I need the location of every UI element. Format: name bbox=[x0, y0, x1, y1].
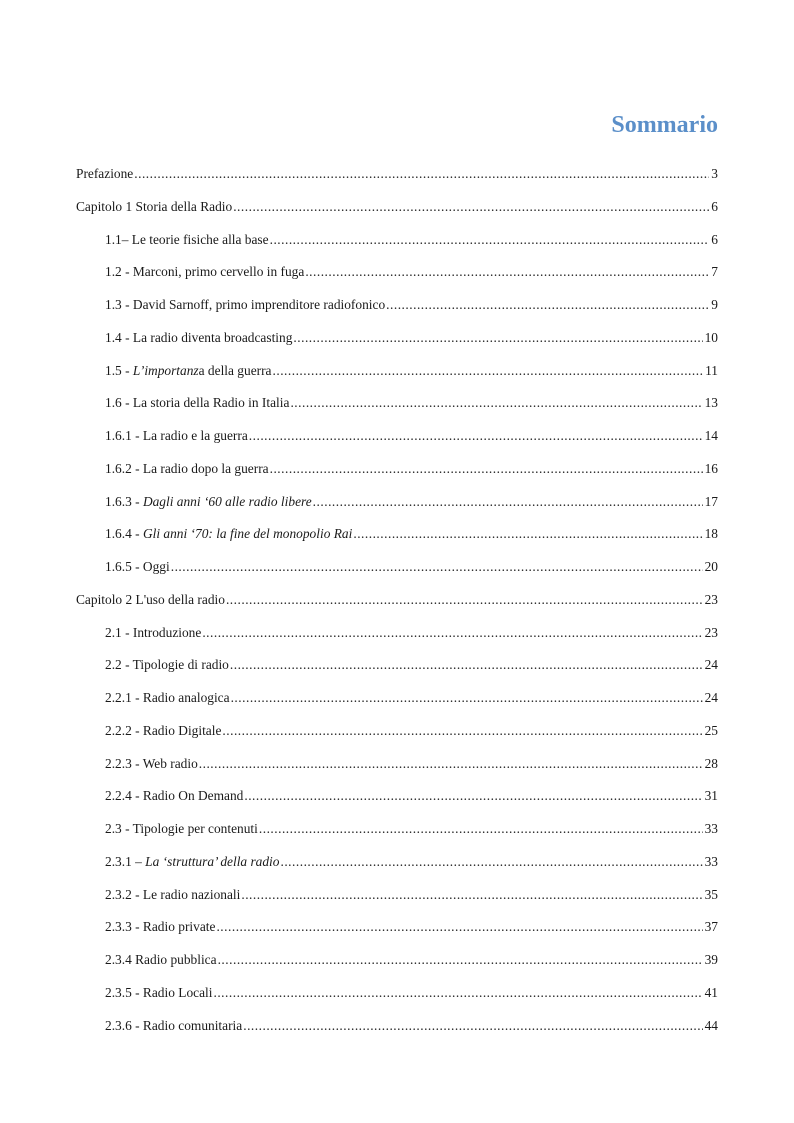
toc-leader-dots bbox=[230, 657, 703, 673]
toc-entry[interactable] bbox=[76, 854, 718, 887]
toc-entry-page-number: 44 bbox=[704, 1017, 718, 1033]
toc-leader-dots bbox=[313, 494, 703, 510]
toc-entry-page-number: 41 bbox=[704, 984, 718, 1000]
toc-entry-page-number: 6 bbox=[711, 198, 718, 214]
toc-entry-page-number: 14 bbox=[704, 428, 718, 443]
toc-leader-dots bbox=[218, 952, 703, 968]
toc-entry-page-number: 6 bbox=[711, 231, 718, 247]
toc-entry-label-prefix: 1.5 - bbox=[105, 362, 133, 378]
toc-entry[interactable] bbox=[76, 985, 718, 1018]
toc-leader-dots bbox=[305, 264, 709, 280]
toc-entry[interactable] bbox=[76, 363, 718, 396]
toc-leader-dots bbox=[386, 297, 709, 313]
toc-entry-label-prefix: 1.6.4 - bbox=[105, 526, 143, 542]
toc-entry-page-number: 25 bbox=[704, 722, 718, 738]
toc-entry-label: 2.2.2 - Radio Digitale bbox=[105, 722, 222, 738]
toc-entry[interactable] bbox=[76, 330, 718, 363]
toc-leader-dots bbox=[280, 854, 702, 870]
toc-entry-label-italic: L’importanz bbox=[132, 362, 199, 378]
toc-leader-dots bbox=[233, 199, 709, 215]
toc-entry[interactable] bbox=[76, 690, 718, 723]
toc-entry[interactable] bbox=[76, 494, 718, 527]
toc-entry-label: 1.6.2 - La radio dopo la guerra bbox=[105, 460, 269, 476]
toc-entry-page-number: 9 bbox=[711, 297, 718, 312]
toc-leader-dots bbox=[222, 723, 702, 739]
toc-entry-page-number: 24 bbox=[704, 657, 718, 673]
page-title: Sommario bbox=[611, 112, 718, 138]
toc-leader-dots bbox=[293, 330, 702, 346]
toc-entry-label bbox=[105, 854, 279, 870]
toc-entry[interactable] bbox=[76, 952, 718, 985]
toc-entry-page-number: 11 bbox=[705, 362, 718, 378]
toc-entry-label: 2.3.5 - Radio Locali bbox=[105, 984, 213, 1000]
toc-entry-label: 2.3.3 - Radio private bbox=[105, 919, 216, 935]
toc-entry-label: 1.2 - Marconi, primo cervello in fuga bbox=[105, 264, 305, 280]
toc-entry-label-suffix: a della guerra bbox=[198, 362, 272, 378]
toc-leader-dots bbox=[270, 232, 710, 248]
toc-entry-page-number: 18 bbox=[704, 526, 718, 542]
toc-leader-dots bbox=[249, 428, 703, 444]
toc-entry-label: 1.3 - David Sarnoff, primo imprenditore radiofonico bbox=[105, 297, 386, 312]
toc-leader-dots bbox=[231, 690, 703, 706]
toc-entry[interactable] bbox=[76, 919, 718, 952]
toc-leader-dots bbox=[226, 592, 703, 608]
toc-entry[interactable] bbox=[76, 297, 718, 330]
toc-entry[interactable] bbox=[76, 461, 718, 494]
toc-entry-label-italic: Gli anni ‘70: la fine del monopolio Rai bbox=[142, 526, 353, 542]
toc-entry-label: 1.6.1 - La radio e la guerra bbox=[105, 428, 248, 443]
toc-entry[interactable] bbox=[76, 199, 718, 232]
toc-entry-label bbox=[105, 526, 352, 542]
table-of-contents bbox=[76, 166, 718, 1050]
toc-leader-dots bbox=[241, 887, 702, 903]
toc-leader-dots bbox=[171, 559, 703, 575]
toc-entry-label: 1.1– Le teorie fisiche alla base bbox=[105, 231, 269, 247]
toc-entry-label: 2.3.4 Radio pubblica bbox=[105, 952, 217, 967]
toc-leader-dots bbox=[202, 625, 702, 641]
toc-entry-page-number: 3 bbox=[711, 166, 718, 181]
toc-entry[interactable] bbox=[76, 625, 718, 658]
toc-entry[interactable] bbox=[76, 756, 718, 789]
toc-entry-label: 2.2.3 - Web radio bbox=[105, 755, 198, 771]
toc-entry-label: 2.1 - Introduzione bbox=[105, 624, 202, 640]
toc-entry-label: 1.4 - La radio diventa broadcasting bbox=[105, 329, 293, 345]
toc-leader-dots bbox=[213, 985, 702, 1001]
toc-entry-page-number: 13 bbox=[704, 395, 718, 411]
toc-entry[interactable] bbox=[76, 232, 718, 265]
toc-entry-page-number: 7 bbox=[711, 264, 718, 280]
toc-entry-label: 2.2.4 - Radio On Demand bbox=[105, 788, 244, 804]
toc-entry[interactable] bbox=[76, 788, 718, 821]
toc-entry[interactable] bbox=[76, 166, 718, 199]
toc-entry-label: Prefazione bbox=[76, 166, 134, 181]
toc-entry-page-number: 35 bbox=[704, 886, 718, 902]
toc-entry-label-italic: – La ‘struttura’ della radio bbox=[135, 853, 280, 869]
toc-leader-dots bbox=[270, 461, 703, 477]
toc-entry-page-number: 23 bbox=[704, 624, 718, 640]
toc-entry-label-prefix: 2.3.1 bbox=[105, 853, 136, 869]
toc-entry-page-number: 31 bbox=[704, 788, 718, 804]
toc-entry-page-number: 33 bbox=[704, 853, 718, 869]
toc-leader-dots bbox=[290, 395, 702, 411]
toc-leader-dots bbox=[134, 166, 709, 182]
toc-entry-page-number: 24 bbox=[704, 690, 718, 705]
toc-entry-label bbox=[105, 494, 312, 510]
toc-entry-page-number: 16 bbox=[704, 460, 718, 476]
toc-entry-page-number: 23 bbox=[704, 591, 718, 607]
toc-entry-label: 2.2.1 - Radio analogica bbox=[105, 690, 230, 705]
toc-entry-label bbox=[105, 363, 272, 379]
toc-entry-page-number: 33 bbox=[704, 821, 718, 836]
toc-entry[interactable] bbox=[76, 428, 718, 461]
toc-entry[interactable] bbox=[76, 723, 718, 756]
toc-entry-label-prefix: 1.6.3 - bbox=[105, 493, 143, 509]
toc-entry[interactable] bbox=[76, 395, 718, 428]
toc-entry-label-italic: Dagli anni ‘60 alle radio libere bbox=[142, 493, 312, 509]
toc-entry[interactable] bbox=[76, 821, 718, 854]
toc-leader-dots bbox=[273, 363, 704, 379]
toc-entry[interactable] bbox=[76, 264, 718, 297]
toc-entry-page-number: 37 bbox=[704, 919, 718, 935]
toc-entry-page-number: 10 bbox=[704, 329, 718, 345]
toc-entry-page-number: 39 bbox=[704, 952, 718, 967]
toc-entry-label: 2.3.6 - Radio comunitaria bbox=[105, 1017, 243, 1033]
toc-entry-label: 1.6 - La storia della Radio in Italia bbox=[105, 395, 290, 411]
toc-entry-page-number: 28 bbox=[704, 755, 718, 771]
toc-entry[interactable] bbox=[76, 887, 718, 920]
toc-entry[interactable] bbox=[76, 559, 718, 592]
toc-leader-dots bbox=[216, 919, 702, 935]
toc-entry[interactable] bbox=[76, 657, 718, 690]
toc-entry[interactable] bbox=[76, 1018, 718, 1051]
toc-entry[interactable] bbox=[76, 526, 718, 559]
toc-entry-label: 1.6.5 - Oggi bbox=[105, 559, 170, 574]
toc-leader-dots bbox=[199, 756, 703, 772]
toc-entry-page-number: 20 bbox=[704, 559, 718, 574]
toc-entry[interactable] bbox=[76, 592, 718, 625]
toc-entry-page-number: 17 bbox=[704, 493, 718, 509]
toc-entry-label: 2.3.2 - Le radio nazionali bbox=[105, 886, 241, 902]
toc-leader-dots bbox=[243, 1018, 702, 1034]
toc-entry-label: Capitolo 2 L'uso della radio bbox=[76, 591, 225, 607]
toc-leader-dots bbox=[353, 526, 702, 542]
toc-leader-dots bbox=[259, 821, 703, 837]
toc-leader-dots bbox=[244, 788, 702, 804]
toc-entry-label: Capitolo 1 Storia della Radio bbox=[76, 198, 233, 214]
toc-entry-label: 2.3 - Tipologie per contenuti bbox=[105, 821, 258, 836]
toc-entry-label: 2.2 - Tipologie di radio bbox=[105, 657, 229, 673]
